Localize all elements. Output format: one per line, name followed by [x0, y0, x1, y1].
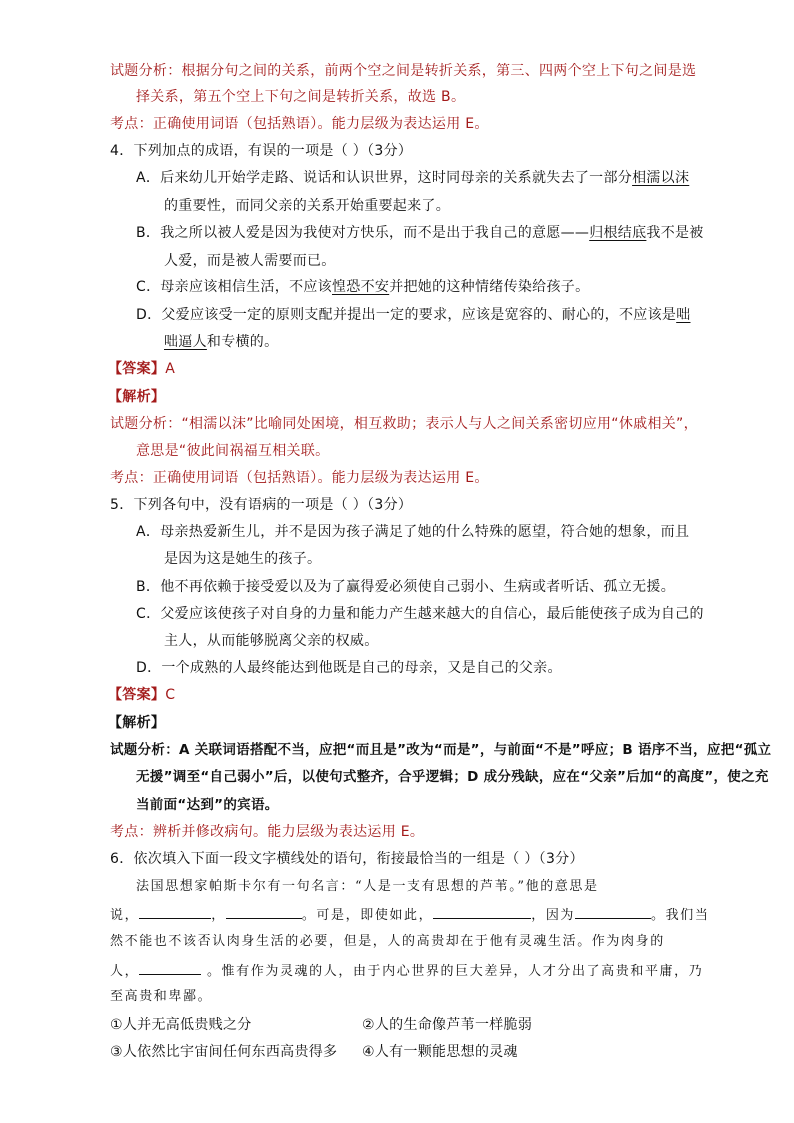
q4-option-a-idiom: 相濡以沫 — [632, 170, 690, 186]
q4-answer — [108, 359, 175, 379]
q4-option-c-text: C．母亲应该相信生活，不应该 — [136, 279, 332, 295]
q4-jiexi: 【解析】 — [108, 389, 166, 405]
q4-option-d-cont — [164, 332, 278, 352]
q6-blank-2[interactable] — [226, 904, 302, 919]
prev-analysis-line-2: 择关系，第五个空上下句之间是转折关系，故选 B。 — [136, 89, 466, 105]
q5-answer-label: 【答案】 — [108, 687, 166, 703]
q5-jiexi: 【解析】 — [108, 715, 166, 731]
q6-blank-5[interactable] — [139, 960, 201, 975]
q5-answer — [108, 685, 175, 705]
q6-passage-line-5: 至高贵和卑鄙。 — [110, 989, 213, 1004]
q6-stem: 6．依次填入下面一段文字横线处的语句，衔接最恰当的一组是（ ）（3分） — [110, 851, 584, 867]
q6-passage-text-e: 。我们当 — [651, 908, 710, 923]
q4-option-b-idiom: 归根结底 — [589, 225, 647, 241]
q5-kaodian: 考点：辨析并修改病句。能力层级为表达运用 E。 — [110, 824, 425, 840]
prev-analysis-line-1: 试题分析：根据分句之间的关系，前两个空之间是转折关系，第三、四两个空上下句之间是选 — [110, 63, 697, 79]
q5-option-d: D．一个成熟的人最终能达到他既是自己的母亲，又是自己的父亲。 — [136, 660, 562, 676]
q6-passage-text-a: 说， — [110, 908, 140, 923]
q5-option-a: A．母亲热爱新生儿，并不是因为孩子满足了她的什么特殊的愿望，符合她的想象，而且 — [136, 524, 690, 540]
q4-kaodian: 考点：正确使用词语（包括熟语）。能力层级为表达运用 E。 — [110, 470, 489, 486]
q4-option-a-text: A．后来幼儿开始学走路、说话和认识世界，这时同母亲的关系就失去了一部分 — [136, 170, 633, 186]
q6-option-4: ④人有一颗能思想的灵魂 — [362, 1044, 518, 1060]
q4-option-b — [136, 223, 704, 243]
q5-option-c: C．父爱应该使孩子对自身的力量和能力产生越来越大的自信心，最后能使孩子成为自己的 — [136, 606, 704, 622]
q6-passage-text-c: 。可是，即使如此， — [301, 908, 434, 923]
q6-passage-text-d: ，因为 — [531, 908, 576, 923]
q4-option-a-cont: 的重要性，而同父亲的关系开始重要起来了。 — [164, 198, 450, 214]
q6-passage-line-1: 法国思想家帕斯卡尔有一句名言：“人是一支有思想的芦苇。”他的意思是 — [136, 879, 599, 894]
q5-analysis-line-2: 无援”调至“自己弱小”后，以使句式整齐，合乎逻辑；D 成分残缺，应在“父亲”后加“的高度”，使之充 — [136, 769, 769, 785]
q6-option-2: ②人的生命像芦苇一样脆弱 — [362, 1017, 533, 1033]
q6-passage-text-g: 。惟有作为灵魂的人，由于内心世界的巨大差异，人才分出了高贵和平庸，乃 — [206, 964, 704, 979]
q4-answer-value: A — [165, 361, 176, 377]
q4-option-d-tail: 和专横的。 — [206, 334, 279, 350]
q6-passage-line-3: 然不能也不该否认肉身生活的必要，但是，人的高贵却在于他有灵魂生活。作为肉身的 — [110, 934, 665, 949]
q6-option-3: ③人依然比宇宙间任何东西高贵得多 — [110, 1044, 338, 1060]
q4-stem: 4．下列加点的成语，有误的一项是（ ）（3分） — [110, 143, 413, 159]
q4-answer-label: 【答案】 — [108, 361, 166, 377]
q6-passage-line-2 — [110, 904, 709, 926]
q4-analysis-line-1: 试题分析：“相濡以沫”比喻同处困境，相互救助；表示人与人之间关系密切应用“休戚相关”， — [110, 416, 698, 432]
q4-option-d — [136, 305, 691, 325]
q5-option-a-cont: 是因为这是她生的孩子。 — [164, 551, 322, 567]
prev-kaodian: 考点：正确使用词语（包括熟语）。能力层级为表达运用 E。 — [110, 116, 489, 132]
q5-analysis-line-3: 当前面“达到”的宾语。 — [136, 797, 279, 813]
q4-option-d-idiom-end: 咄逼人 — [164, 334, 207, 350]
q5-analysis-line-1: 试题分析：A 关联词语搭配不当，应把“而且是”改为“而是”，与前面“不是”呼应；B 语序不当，应把“孤立 — [110, 742, 772, 758]
q6-blank-3[interactable] — [433, 904, 531, 919]
q4-option-b-text: B．我之所以被人爱是因为我使对方快乐，而不是出于我自己的意愿—— — [136, 225, 590, 241]
q4-option-b-tail: 我不是被 — [646, 225, 704, 241]
q6-passage-text-f: 人， — [110, 964, 140, 979]
q6-passage-text-b: ， — [211, 908, 226, 923]
q4-option-c-tail: 并把她的这种情绪传染给孩子。 — [389, 279, 590, 295]
q4-option-c-idiom: 惶恐不安 — [331, 279, 390, 295]
q5-option-b: B．他不再依赖于接受爱以及为了赢得爱必须使自己弱小、生病或者听话、孤立无援。 — [136, 579, 676, 595]
q5-stem: 5．下列各句中，没有语病的一项是（ ）（3分） — [110, 497, 413, 513]
q5-option-c-cont: 主人，从而能够脱离父亲的权威。 — [164, 633, 379, 649]
q4-option-b-cont: 人爱，而是被人需要而已。 — [164, 253, 336, 269]
q4-analysis-line-2: 意思是“彼此间祸福互相关联。 — [136, 443, 330, 459]
q5-answer-value: C — [165, 687, 176, 703]
q4-option-d-idiom-start: 咄 — [676, 307, 691, 323]
q6-blank-1[interactable] — [139, 904, 211, 919]
q6-passage-line-4 — [110, 960, 703, 982]
q6-option-1: ①人并无高低贵贱之分 — [110, 1017, 252, 1033]
q4-option-a — [136, 168, 689, 188]
q6-blank-4[interactable] — [575, 904, 651, 919]
q4-option-d-text: D．父爱应该受一定的原则支配并提出一定的要求，应该是宽容的、耐心的，不应该是 — [136, 307, 677, 323]
q4-option-c — [136, 277, 589, 297]
